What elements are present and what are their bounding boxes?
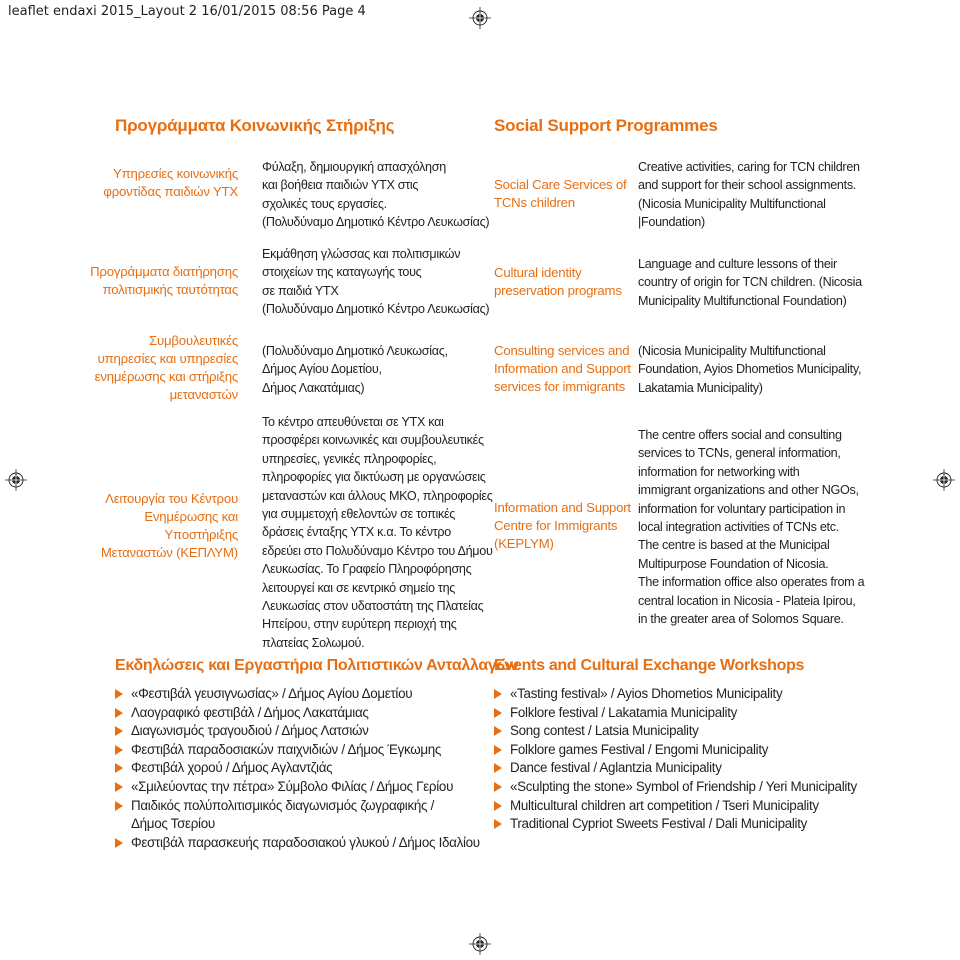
text-line: σε παιδιά ΥΤΧ bbox=[262, 283, 339, 298]
text-line: Δήμος Λακατάμιας) bbox=[262, 380, 365, 395]
bullet-triangle-icon bbox=[494, 819, 502, 829]
bullet-triangle-icon bbox=[115, 708, 123, 718]
text-line: και βοήθεια παιδιών ΥΤΧ στις bbox=[262, 178, 419, 193]
registration-mark-top-icon bbox=[469, 7, 491, 29]
registration-mark-right-icon bbox=[933, 469, 955, 491]
greek-row-text-4 bbox=[262, 413, 493, 652]
text-line: πληροφορίες για δικτύωση με οργανώσεις bbox=[262, 470, 486, 485]
event-item bbox=[494, 685, 857, 704]
bullet-triangle-icon bbox=[494, 745, 502, 755]
text-line: |Foundation) bbox=[638, 215, 705, 230]
text-line: πλατείας Σολωμού. bbox=[262, 635, 365, 650]
text-line: Μεταναστών (ΚΕΠΛΥΜ) bbox=[100, 545, 238, 560]
event-item bbox=[115, 778, 480, 797]
event-item bbox=[115, 704, 480, 723]
event-item bbox=[494, 704, 857, 723]
event-item bbox=[115, 685, 480, 704]
event-item bbox=[494, 815, 857, 834]
text-line: (KEPLYM) bbox=[494, 536, 554, 551]
english-row-text-1 bbox=[638, 158, 860, 232]
print-slug: leaflet endaxi 2015_Layout 2 16/01/2015 08:56 Page 4 bbox=[8, 4, 366, 19]
text-line: The centre is based at the Municipal bbox=[638, 538, 830, 553]
text-line: Λευκωσίας στον υδατοστάτη της Πλατείας bbox=[262, 599, 484, 614]
event-item bbox=[115, 722, 480, 741]
english-row-label-3 bbox=[494, 342, 631, 396]
greek-title: Προγράμματα Κοινωνικής Στήριξης bbox=[115, 116, 395, 135]
bullet-triangle-icon bbox=[115, 782, 123, 792]
event-item-text: Δήμος Τσερίου bbox=[131, 816, 215, 832]
bullet-triangle-icon bbox=[115, 745, 123, 755]
event-item-text: Φεστιβάλ παρασκευής παραδοσιακού γλυκού / Δήμος Ιδαλίου bbox=[131, 834, 480, 850]
text-line: information for networking with bbox=[638, 464, 800, 479]
event-item bbox=[115, 759, 480, 778]
text-line: The information office also operates from a bbox=[638, 575, 865, 590]
event-item-text: Multicultural children art competition / Tseri Municipality bbox=[510, 797, 819, 813]
text-line: (Πολυδύναμο Δημοτικό Κέντρο Λευκωσίας) bbox=[262, 302, 490, 317]
text-line: (Nicosia Municipality Multifunctional bbox=[638, 344, 826, 358]
text-line: Υπηρεσίες κοινωνικής bbox=[113, 166, 238, 181]
text-line: Υποστήριξης bbox=[164, 527, 238, 542]
greek-row-label-3 bbox=[95, 332, 238, 404]
text-line: σχολικές τους εργασίες. bbox=[262, 196, 387, 211]
event-item bbox=[494, 778, 857, 797]
text-line: Το κέντρο απευθύνεται σε ΥΤΧ και bbox=[262, 415, 444, 429]
greek-row-label-2 bbox=[90, 263, 238, 299]
bullet-triangle-icon bbox=[494, 801, 502, 811]
text-line: immigrant organizations and other NGOs, bbox=[638, 483, 859, 498]
text-line: Information and Support bbox=[494, 361, 631, 376]
text-line: (Πολυδύναμο Δημοτικό Κέντρο Λευκωσίας) bbox=[262, 215, 490, 230]
bullet-triangle-icon bbox=[115, 763, 123, 773]
text-line: προσφέρει κοινωνικές και συμβουλευτικές bbox=[262, 433, 484, 448]
event-item-text: Λαογραφικό φεστιβάλ / Δήμος Λακατάμιας bbox=[131, 704, 369, 720]
text-line: Language and culture lessons of their bbox=[638, 257, 837, 271]
text-line: δράσεις ένταξης ΥΤΧ κ.α. Το κέντρο bbox=[262, 525, 451, 540]
english-events-title: Events and Cultural Exchange Workshops bbox=[494, 657, 805, 674]
bullet-triangle-icon bbox=[115, 726, 123, 736]
text-line: Centre for Immigrants bbox=[494, 518, 618, 533]
text-line: Προγράμματα διατήρησης bbox=[90, 264, 238, 279]
greek-row-label-1 bbox=[103, 165, 238, 201]
bullet-triangle-icon bbox=[115, 838, 123, 848]
text-line: information for voluntary participation in bbox=[638, 501, 846, 516]
text-line: Lakatamia Municipality) bbox=[638, 380, 763, 395]
text-line: υπηρεσίες, γενικές πληροφορίες, bbox=[262, 451, 437, 466]
bullet-triangle-icon bbox=[115, 801, 123, 811]
text-line: Φύλαξη, δημιουργική απασχόληση bbox=[262, 160, 446, 174]
text-line: για συμμετοχή εθελοντών σε τοπικές bbox=[262, 507, 456, 522]
english-row-text-4 bbox=[638, 426, 864, 628]
text-line: in the greater area of Solomos Square. bbox=[638, 612, 844, 627]
text-line: στοιχείων της καταγωγής τους bbox=[262, 265, 422, 280]
event-item-text: Folklore festival / Lakatamia Municipality bbox=[510, 704, 738, 720]
greek-row-text-2 bbox=[262, 245, 489, 319]
event-item-text: «Φεστιβάλ γευσιγνωσίας» / Δήμος Αγίου Δομετίου bbox=[131, 686, 413, 701]
bullet-triangle-icon bbox=[494, 689, 502, 699]
registration-mark-bottom-icon bbox=[469, 933, 491, 955]
bullet-triangle-icon bbox=[115, 689, 123, 699]
event-item-text: «Σμιλεύοντας την πέτρα» Σύμβολο Φιλίας / Δήμος Γερίου bbox=[131, 778, 454, 794]
english-row-label-1 bbox=[494, 176, 626, 212]
text-line: services to TCNs, general information, bbox=[638, 446, 841, 461]
english-row-text-3 bbox=[638, 342, 861, 397]
event-item-text: Song contest / Latsia Municipality bbox=[510, 723, 699, 739]
text-line: and support for their school assignments. bbox=[638, 178, 857, 193]
text-line: Creative activities, caring for TCN children bbox=[638, 160, 860, 174]
event-item-text: Dance festival / Aglantzia Municipality bbox=[510, 760, 722, 776]
text-line: Συμβουλευτικές bbox=[149, 333, 238, 348]
text-line: Multipurpose Foundation of Nicosia. bbox=[638, 556, 829, 571]
bullet-triangle-icon bbox=[494, 782, 502, 792]
text-line: services for immigrants bbox=[494, 379, 625, 394]
text-line: μεταναστών και άλλους ΜΚΟ, πληροφορίες bbox=[262, 488, 493, 503]
text-line: Ενημέρωσης και bbox=[144, 509, 238, 524]
greek-events-list bbox=[115, 685, 480, 852]
event-item bbox=[494, 722, 857, 741]
text-line: Municipality Multifunctional Foundation) bbox=[638, 293, 847, 308]
text-line: υπηρεσίες και υπηρεσίες bbox=[97, 351, 238, 366]
text-line: εδρεύει στο Πολυδύναμο Κέντρο του Δήμου bbox=[262, 543, 493, 558]
text-line: Λειτουργία του Κέντρου bbox=[105, 491, 238, 506]
text-line: Consulting services and bbox=[494, 343, 630, 358]
english-row-text-2 bbox=[638, 255, 862, 310]
text-line: ενημέρωσης και στήριξης bbox=[94, 369, 238, 384]
text-line: πολιτισμικής ταυτότητας bbox=[102, 282, 238, 297]
text-line: Cultural identity bbox=[494, 265, 582, 280]
event-item-text: Φεστιβάλ χορού / Δήμος Αγλαντζιάς bbox=[131, 760, 333, 776]
text-line: The centre offers social and consulting bbox=[638, 428, 842, 442]
text-line: Foundation, Ayios Dhometios Municipality, bbox=[638, 362, 862, 377]
text-line: Social Care Services of bbox=[494, 177, 627, 192]
bullet-triangle-icon bbox=[494, 726, 502, 736]
english-title: Social Support Programmes bbox=[494, 116, 718, 135]
text-line: (Πολυδύναμο Δημοτικό Λευκωσίας, bbox=[262, 344, 448, 358]
text-line: local integration activities of TCNs etc. bbox=[638, 520, 839, 535]
event-item bbox=[115, 797, 480, 834]
text-line: (Nicosia Municipality Multifunctional bbox=[638, 196, 826, 211]
english-events-list bbox=[494, 685, 857, 834]
event-item-text: Folklore games Festival / Engomi Municipality bbox=[510, 741, 769, 757]
text-line: Εκμάθηση γλώσσας και πολιτισμικών bbox=[262, 247, 461, 261]
english-row-label-4 bbox=[494, 499, 631, 553]
bullet-triangle-icon bbox=[494, 763, 502, 773]
event-item-text: Φεστιβάλ παραδοσιακών παιχνιδιών / Δήμος Έγκωμης bbox=[131, 741, 442, 757]
english-row-label-2 bbox=[494, 264, 622, 300]
event-item bbox=[494, 759, 857, 778]
event-item-text: Διαγωνισμός τραγουδιού / Δήμος Λατσιών bbox=[131, 723, 369, 739]
event-item bbox=[494, 741, 857, 760]
text-line: Information and Support bbox=[494, 500, 631, 515]
registration-mark-left-icon bbox=[5, 469, 27, 491]
text-line: TCNs children bbox=[494, 195, 575, 210]
greek-row-label-4 bbox=[101, 490, 238, 562]
greek-row-text-3 bbox=[262, 342, 448, 397]
text-line: Λευκωσίας. Το Γραφείο Πληροφόρησης bbox=[262, 562, 472, 577]
greek-events-title: Εκδηλώσεις και Εργαστήρια Πολιτιστικών Ανταλλαγών bbox=[115, 657, 519, 674]
greek-row-text-1 bbox=[262, 158, 489, 232]
text-line: φροντίδας παιδιών ΥΤΧ bbox=[103, 184, 238, 199]
event-item-text: Traditional Cypriot Sweets Festival / Dali Municipality bbox=[510, 816, 808, 832]
event-item bbox=[115, 741, 480, 760]
text-line: Δήμος Αγίου Δομετίου, bbox=[262, 362, 382, 377]
event-item-text: Παιδικός πολύπολιτισμικός διαγωνισμός ζωγραφικής / bbox=[131, 797, 434, 813]
text-line: μεταναστών bbox=[169, 387, 238, 402]
event-item-text: «Sculpting the stone» Symbol of Friendship / Yeri Municipality bbox=[510, 778, 857, 794]
event-item bbox=[494, 797, 857, 816]
text-line: country of origin for TCN children. (Nicosia bbox=[638, 275, 862, 290]
event-item bbox=[115, 834, 480, 853]
text-line: preservation programs bbox=[494, 283, 622, 298]
text-line: central location in Nicosia - Plateia Ipirou, bbox=[638, 593, 856, 608]
bullet-triangle-icon bbox=[494, 708, 502, 718]
text-line: λειτουργεί και σε κεντρικό σημείο της bbox=[262, 580, 456, 595]
text-line: Ηπείρου, στην ευρύτερη περιοχή της bbox=[262, 617, 457, 632]
event-item-text: «Tasting festival» / Ayios Dhometios Municipality bbox=[510, 686, 783, 701]
